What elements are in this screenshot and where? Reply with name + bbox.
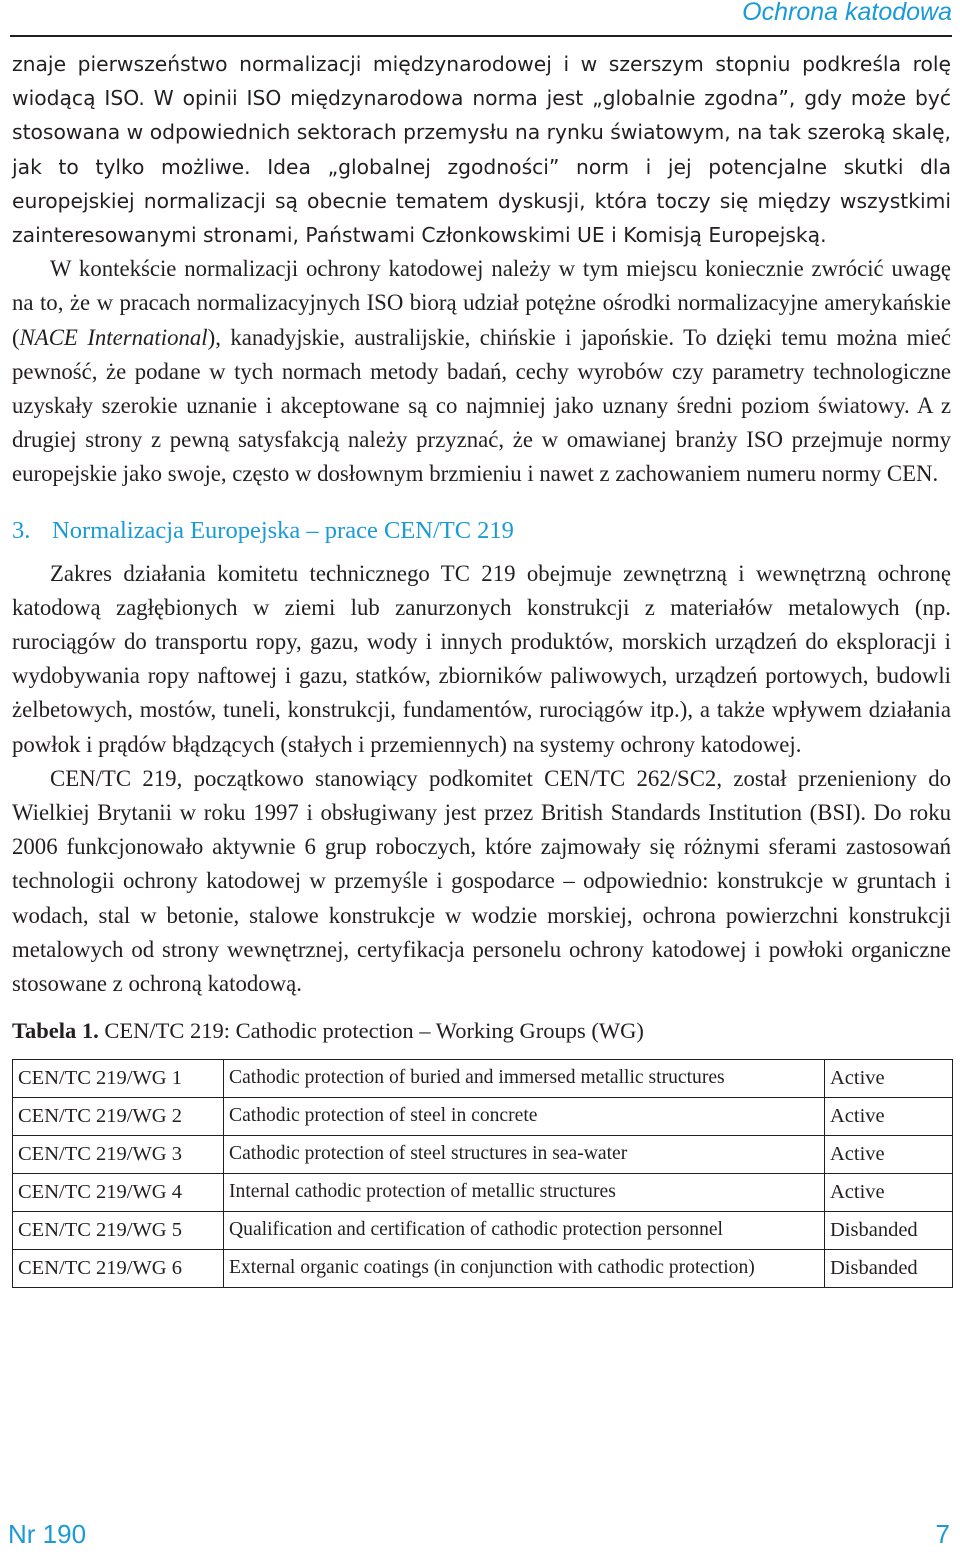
paragraph-cathodic-normalization [12, 252, 951, 491]
wg-description-cell: Internal cathodic protection of metallic structures [224, 1174, 825, 1212]
wg-status-cell: Active [825, 1098, 953, 1136]
running-header-title: Ochrona katodowa [742, 0, 952, 26]
wg-code-cell: CEN/TC 219/WG 6 [13, 1250, 224, 1288]
organization-name: NACE International [19, 324, 208, 350]
wg-code-cell: CEN/TC 219/WG 5 [13, 1212, 224, 1250]
table-row [13, 1250, 953, 1288]
issue-number: Nr 190 [8, 1519, 87, 1549]
page-number: 7 [935, 1519, 950, 1549]
wg-status-cell: Disbanded [825, 1250, 953, 1288]
wg-description-cell: Cathodic protection of steel structures in sea-water [224, 1136, 825, 1174]
wg-description-cell: Cathodic protection of steel in concrete [224, 1098, 825, 1136]
header-divider [10, 35, 952, 37]
wg-description-cell: External organic coatings (in conjunction with cathodic protection) [224, 1250, 825, 1288]
table-row [13, 1174, 953, 1212]
table-row [13, 1098, 953, 1136]
article-body [12, 47, 951, 1288]
section-number: 3. [12, 516, 31, 544]
table-row [13, 1212, 953, 1250]
working-groups-table [12, 1059, 953, 1288]
table-caption-text: CEN/TC 219: Cathodic protection – Working Groups (WG) [104, 1018, 644, 1044]
paragraph-iso-continuation: znaje pierwszeństwo normalizacji międzynarodowej i w szerszym stopniu podkreśla rolę wiodącą ISO. W opinii ISO międzynarodowa norma jest „globalnie zgodna”, gdy może być stosowana w odpowiednich sektorach przemysłu na rynku światowym, na tak szeroką skalę, jak to tylko możliwe. Idea „globalnej zgodności” norm i jej potencjalne skutki dla europejskiej normalizacji są obecnie tematem dyskusji, która toczy się między wszystkimi zainteresowanymi stronami, Państwami Członkowskimi UE i Komisją Europejską. [12, 52, 951, 248]
table-row [13, 1136, 953, 1174]
paragraph-text: ), kanadyjskie, australijskie, chińskie i japońskie. To dzięki temu można mieć pewność, że podane w tych normach metody badań, cechy wyrobów czy parametry technologiczne uzyskały szerokie uznanie i akceptowane są co najmniej jako uznany średni poziom światowy. A z drugiej strony z pewną satysfakcją należy przyznać, że w omawianej branży ISO przejmuje normy europejskie jako swoje, często w dosłownym brzmieniu i nawet z zachowaniem numeru normy CEN. [12, 324, 951, 487]
paragraph-tc219-scope: Zakres działania komitetu technicznego TC 219 obejmuje zewnętrzną i wewnętrzną ochronę katodową zagłębionych w ziemi lub zanurzonych konstrukcji z materiałów metalowych (np. rurociągów do transportu ropy, gazu, wody i innych produktów, morskich urządzeń do eksploracji i wydobywania ropy naftowej i gazu, statków, zbiorników paliwowych, urządzeń portowych, budowli żelbetowych, mostów, tuneli, konstrukcji, fundamentów, rurociągów itp.), a także wpływem działania powłok i prądów błądzących (stałych i przemiennych) na systemy ochrony katodowej. [12, 560, 951, 757]
wg-description-cell: Cathodic protection of buried and immersed metallic structures [224, 1060, 825, 1098]
wg-status-cell: Disbanded [825, 1212, 953, 1250]
table-row [13, 1060, 953, 1098]
wg-status-cell: Active [825, 1136, 953, 1174]
wg-code-cell: CEN/TC 219/WG 3 [13, 1136, 224, 1174]
wg-code-cell: CEN/TC 219/WG 1 [13, 1060, 224, 1098]
wg-status-cell: Active [825, 1174, 953, 1212]
section-heading [12, 513, 951, 549]
paragraph-text: W kontekście normalizacji ochrony katodowej należy w tym miejscu koniecznie zwrócić uwagę na to, że w pracach normalizacyjnych ISO biorą udział potężne ośrodki normalizacyjne amerykańskie ( [12, 256, 951, 350]
wg-code-cell: CEN/TC 219/WG 4 [13, 1174, 224, 1212]
table-caption-label: Tabela 1. [12, 1018, 99, 1044]
wg-status-cell: Active [825, 1060, 953, 1098]
section-title: Normalizacja Europejska – prace CEN/TC 219 [52, 516, 514, 544]
wg-description-cell: Qualification and certification of cathodic protection personnel [224, 1212, 825, 1250]
wg-code-cell: CEN/TC 219/WG 2 [13, 1098, 224, 1136]
paragraph-tc219-history: CEN/TC 219, początkowo stanowiący podkomitet CEN/TC 262/SC2, został przenieniony do Wielkiej Brytanii w roku 1997 i obsługiwany jest przez British Standards Institution (BSI). Do roku 2006 funkcjonowało aktywnie 6 grup roboczych, które zajmowały się różnymi sferami zastosowań technologii ochrony katodowej w przemyśle i gospodarce – odpowiednio: konstrukcje w gruntach i wodach, stal w betonie, stalowe konstrukcje w wodzie morskiej, ochrona powierzchni konstrukcji metalowych od strony wewnętrznej, certyfikacja personelu ochrony katodowej i powłoki organiczne stosowane z ochroną katodową. [12, 765, 951, 997]
table-caption [12, 1017, 951, 1045]
